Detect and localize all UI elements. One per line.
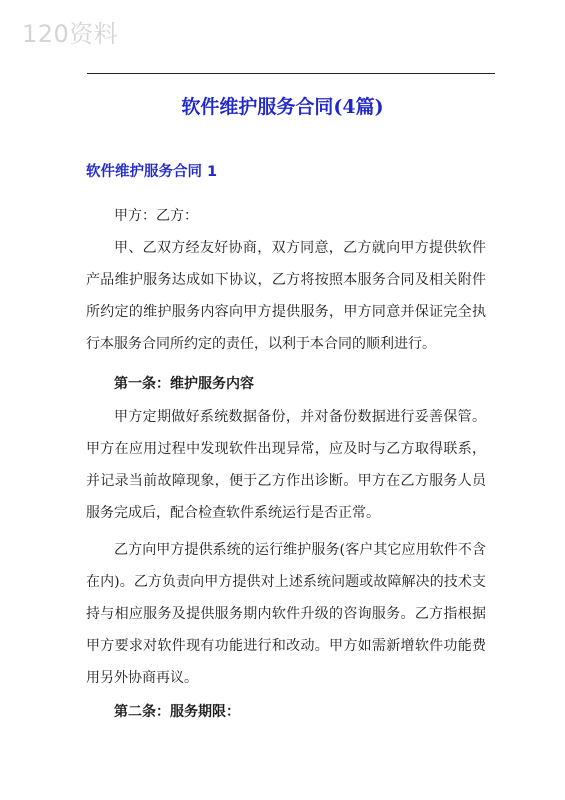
article-1-paragraph-1: 甲方定期做好系统数据备份，并对备份数据进行妥善保管。甲方在应用过程中发现软件出现异常，应及时与乙方取得联系，并记录当前故障现象，便于乙方作出诊断。甲方在乙方服务人员服务完成后，配合检查软件系统运行是否正常。	[86, 409, 486, 521]
parties-line: 甲方：乙方：	[114, 208, 198, 224]
document-title: 软件维护服务合同(4篇)	[181, 96, 384, 118]
article-1-heading: 第一条：维护服务内容	[114, 376, 254, 392]
article-1-paragraph-2: 乙方向甲方提供系统的运行维护服务(客户其它应用软件不含在内)。乙方负责向甲方提供对上述系统问题或故障解决的技术支持与相应服务及提供服务期内软件升级的咨询服务。乙方指根据甲方要求对软件现有功能进行和改动。甲方如需新增软件功能费用另外协商再议。	[86, 542, 486, 686]
intro-paragraph: 甲、乙双方经友好协商，双方同意，乙方就向甲方提供软件产品维护服务达成如下协议，乙方将按照本服务合同及相关附件所约定的维护服务内容向甲方提供服务，甲方同意并保证完全执行本服务合同所约定的责任，以利于本合同的顺利进行。	[86, 240, 486, 352]
section-heading: 软件维护服务合同 1	[86, 164, 218, 180]
watermark: 120资料	[22, 20, 119, 48]
header-rule	[87, 73, 495, 74]
article-2-heading: 第二条：服务期限：	[114, 704, 240, 720]
